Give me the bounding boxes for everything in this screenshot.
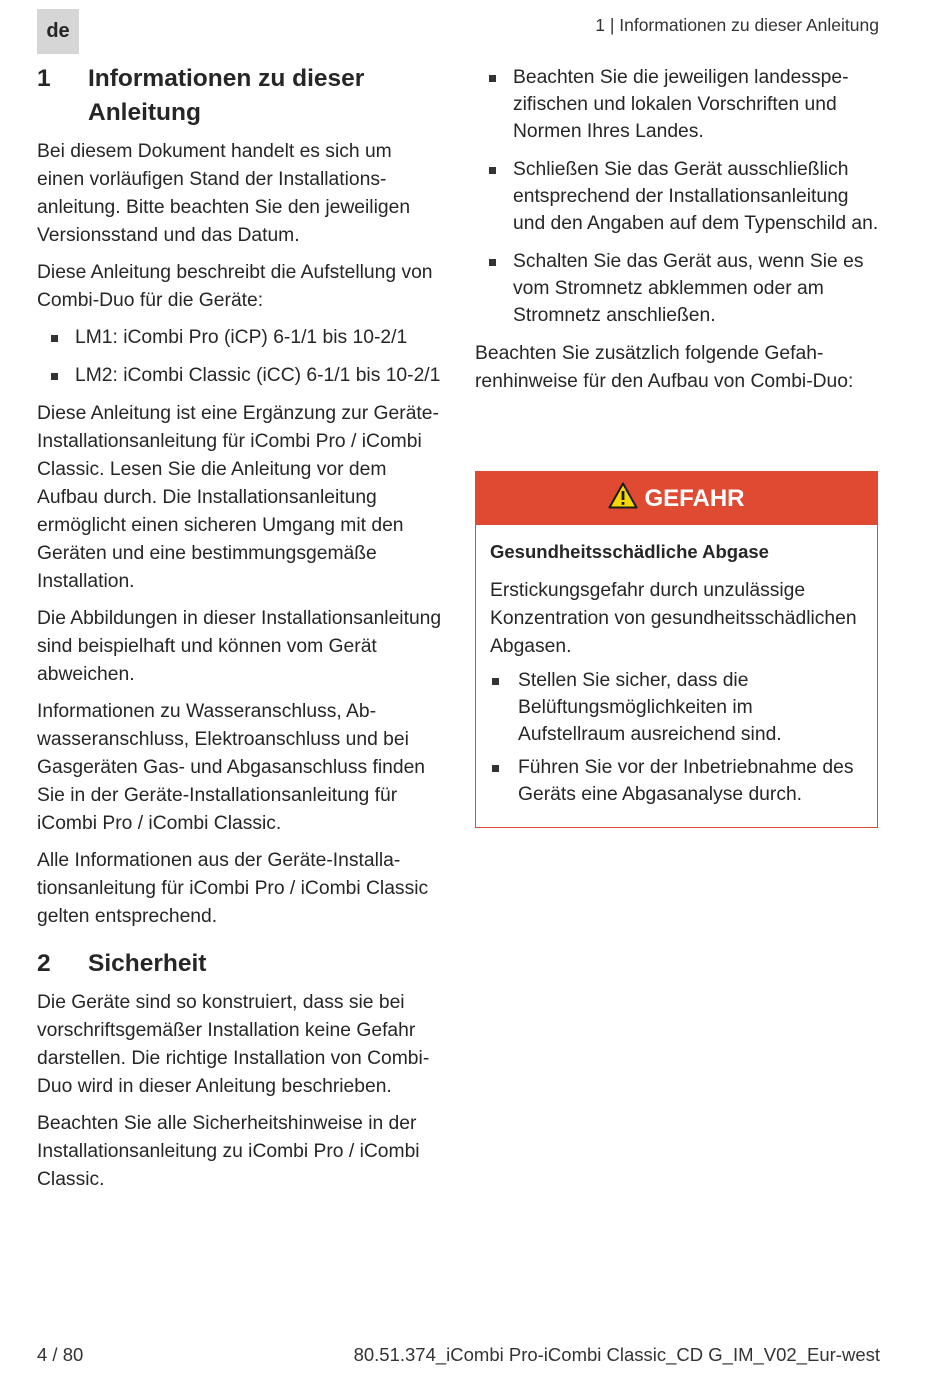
section-1-heading (37, 62, 442, 130)
section-2-paragraph: Die Geräte sind so konstruiert, dass sie bei vorschriftsgemäßer Installation keine Gefahr darstellen. Die richtige Installation von Combi-Duo wird in dieser Anleitung beschrieben. (37, 992, 430, 1097)
section-2-title: Sicherheit (88, 950, 207, 977)
bullet-icon (492, 765, 499, 772)
list-item: Stellen Sie sicher, dass die Belüftungsmöglichkeiten im Aufstellraum ausreichend sind. (490, 667, 863, 748)
bullet-icon (489, 75, 496, 82)
section-1-paragraph: Bei diesem Dokument handelt es sich um einen vorläufigen Stand der Installationsanleitung. Bitte beachten Sie den jeweiligen Versionsstand und das Datum. (37, 141, 411, 246)
safety-rules-list (475, 64, 879, 329)
section-1-paragraph: Diese Anleitung beschreibt die Aufstellung von Combi-Duo für die Geräte: (37, 262, 433, 311)
section-2-number: 2 (37, 950, 51, 977)
language-badge: de (37, 9, 79, 54)
hazard-body (476, 525, 877, 808)
section-2-heading (37, 947, 442, 981)
page-number: 4 / 80 (37, 1344, 84, 1365)
right-column (475, 64, 879, 405)
bullet-icon (51, 373, 58, 380)
list-item: Schalten Sie das Gerät aus, wenn Sie es vom Stromnetz abklemmen oder am Stromnetz anschließen. (475, 248, 879, 329)
section-1-paragraph: Informationen zu Wasseranschluss, Abwasseranschluss, Elektroanschluss und bei Gasgeräten Gas- und Abgasanschluss finden Sie in der Geräte-Installationsanleitung für iCombi Pro / iCombi Classic. (37, 701, 426, 834)
section-1-paragraph: Die Abbildungen in dieser Installationsanleitung sind beispielhaft und können vom Gerät abweichen. (37, 608, 442, 685)
hazard-label: GEFAHR (644, 484, 745, 512)
bullet-icon (489, 259, 496, 266)
section-1-paragraph: Diese Anleitung ist eine Ergänzung zur Geräte-Installationsanleitung für iCombi Pro / iCombi Classic. Lesen Sie die Anleitung vor dem Aufbau durch. Die Installationsanleitung ermöglicht einen sicheren Umgang mit den Geräten und eine bestimmungsgemäße Installation. (37, 403, 439, 592)
hazard-header (476, 472, 877, 525)
bullet-icon (489, 167, 496, 174)
section-1-title: Informationen zu dieser Anleitung (88, 65, 365, 126)
bullet-icon (51, 335, 58, 342)
hazard-description: Erstickungsgefahr durch unzulässige Konzentration von gesundheitsschädlichen Abgasen. (490, 580, 857, 657)
list-item: LM1: iCombi Pro (iCP) 6-1/1 bis 10-2/1 (37, 324, 442, 351)
hazard-title: Gesundheitsschädliche Abgase (490, 541, 769, 562)
running-header: 1 | Informationen zu dieser Anleitung (595, 15, 879, 35)
list-item: Führen Sie vor der Inbetriebnahme des Geräts eine Abgasanalyse durch. (490, 754, 863, 808)
hazard-warning-box (475, 471, 878, 828)
section-2-paragraph: Beachten Sie zusätzlich folgende Gefahrenhinweise für den Aufbau von Combi-Duo: (475, 343, 854, 392)
section-1-paragraph: Alle Informationen aus der Geräte-Installationsanleitung für iCombi Pro / iCombi Classic gelten entsprechend. (37, 850, 429, 927)
list-item: Beachten Sie die jeweiligen landesspezifischen und lokalen Vorschriften und Normen Ihres Landes. (475, 64, 879, 145)
device-list (37, 324, 442, 389)
warning-triangle-icon (608, 482, 644, 516)
document-id: 80.51.374_iCombi Pro-iCombi Classic_CD G_IM_V02_Eur-west (353, 1344, 880, 1365)
bullet-icon (492, 678, 499, 685)
list-item: LM2: iCombi Classic (iCC) 6-1/1 bis 10-2/1 (37, 362, 442, 389)
hazard-measures-list (490, 667, 863, 808)
section-1-number: 1 (37, 65, 51, 92)
list-item: Schließen Sie das Gerät ausschließlich entsprechend der Installationsanleitung und den Angaben auf dem Typenschild an. (475, 156, 879, 237)
section-2-paragraph: Beachten Sie alle Sicherheitshinweise in der Installationsanleitung zu iCombi Pro / iCombi Classic. (37, 1113, 420, 1190)
left-column (37, 62, 442, 1203)
